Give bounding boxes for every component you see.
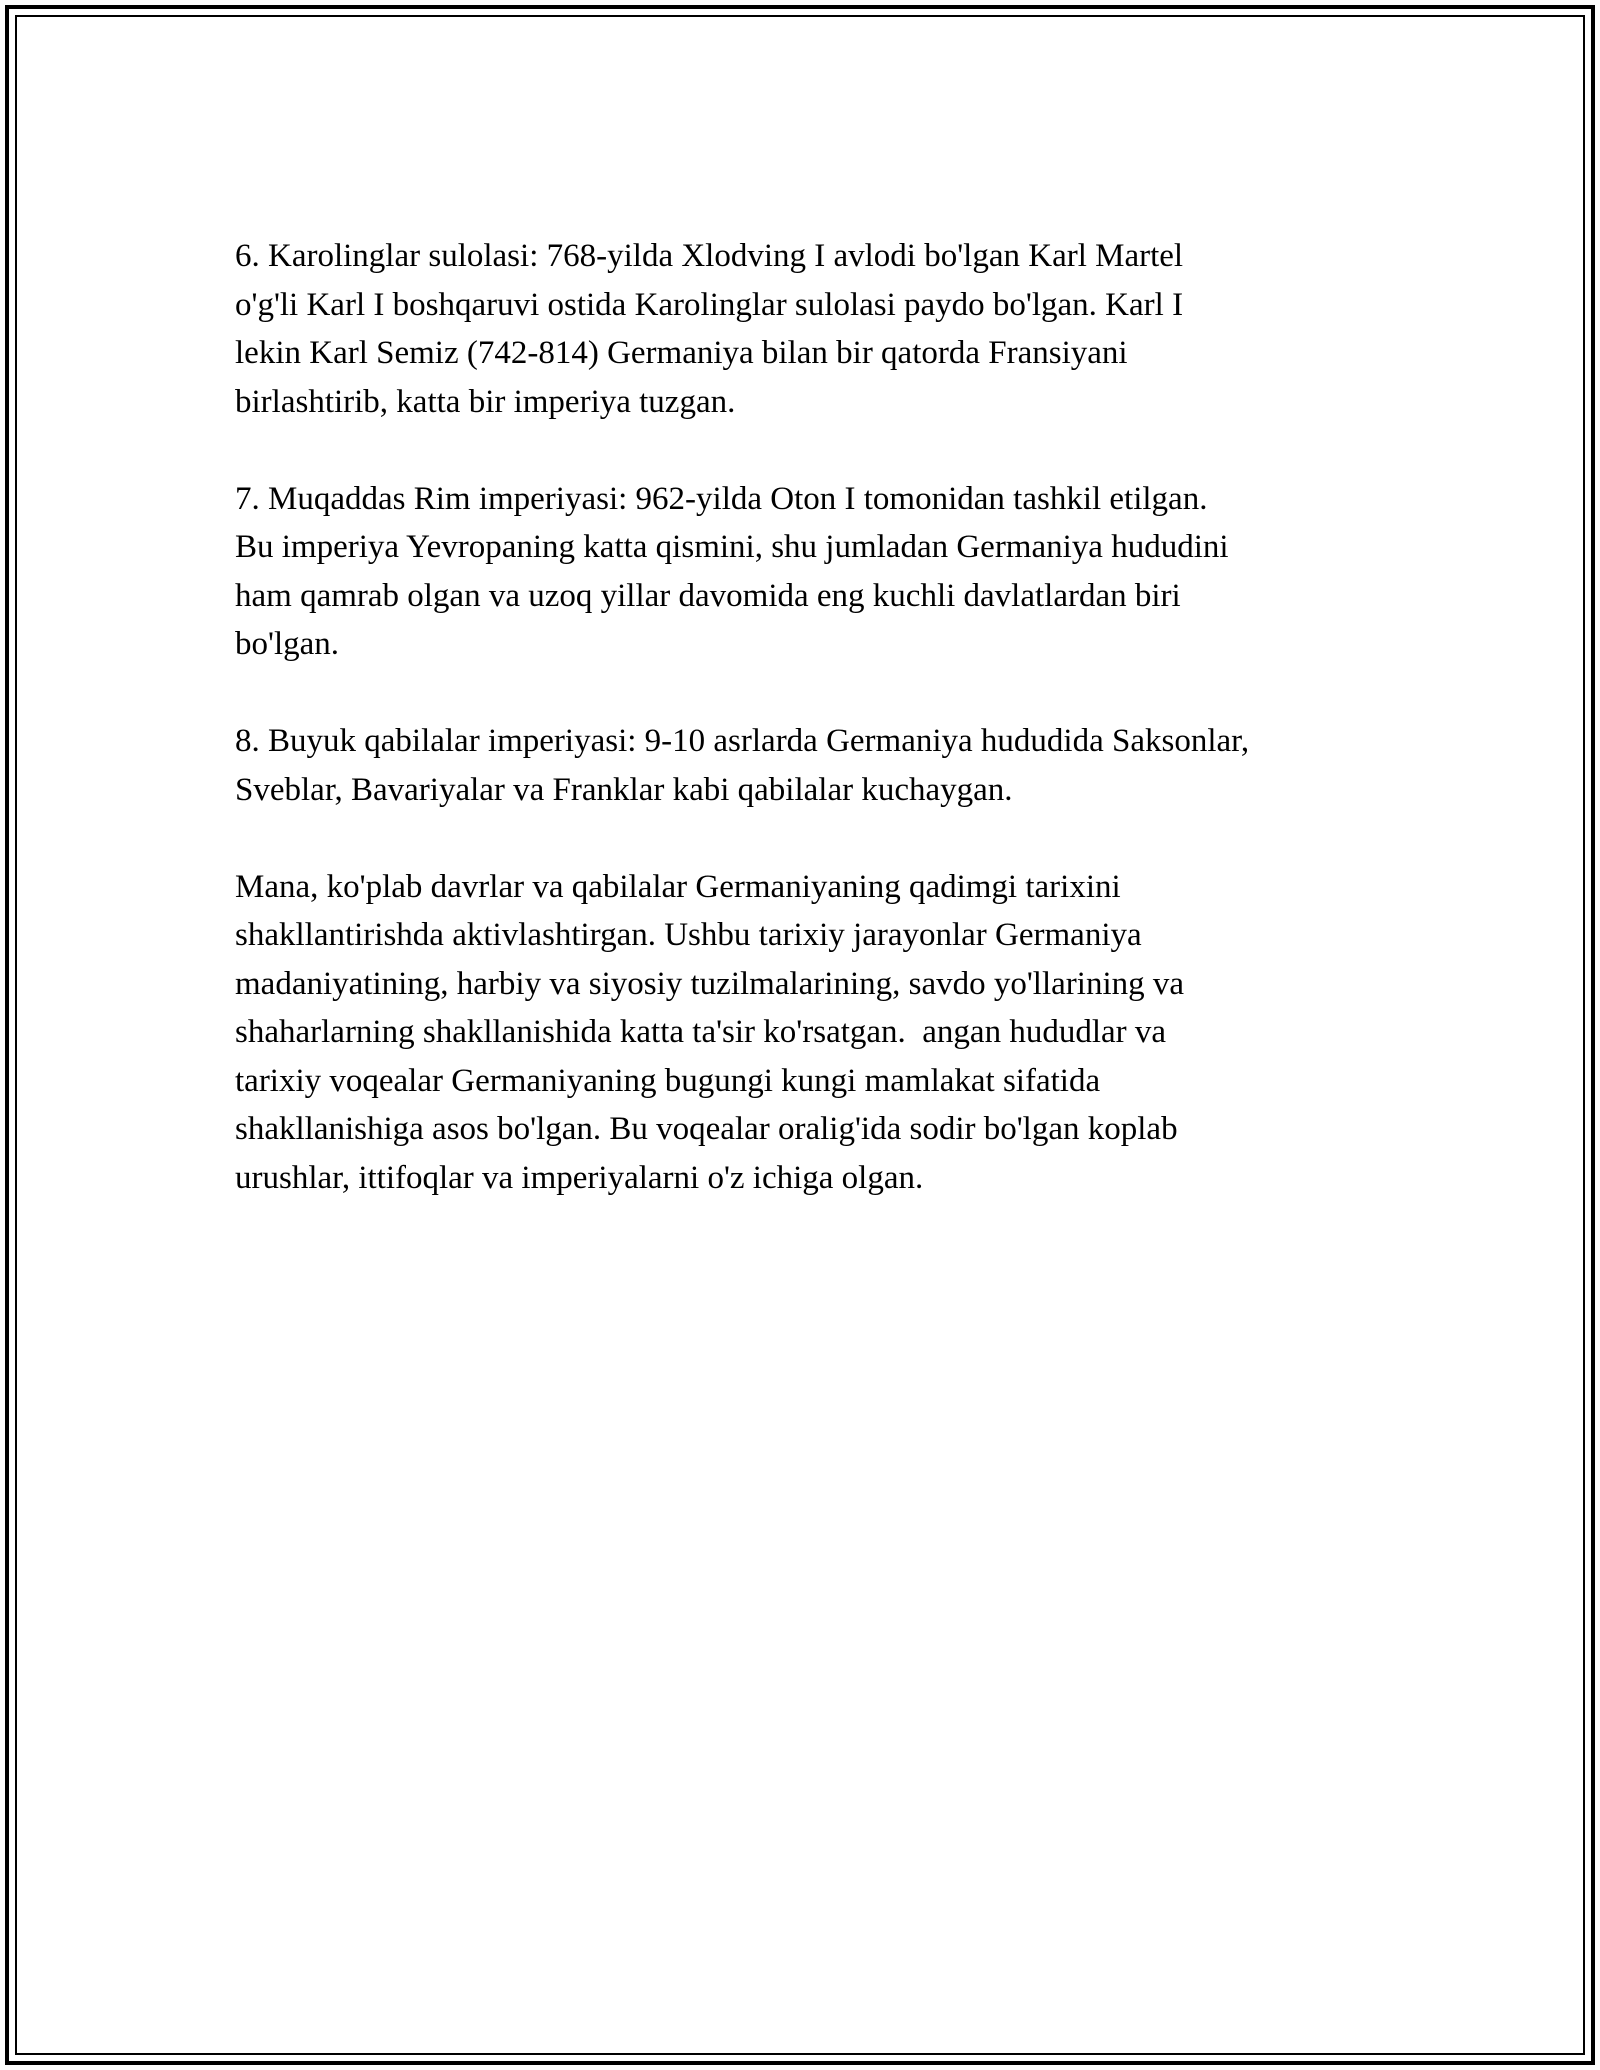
text-line: shaharlarning shakllanishida katta ta'sir ko'rsatgan. angan hududlar va <box>235 1014 1167 1050</box>
text-line: lekin Karl Semiz (742-814) Germaniya bilan bir qatorda Fransiyani <box>235 335 1128 371</box>
text-line: Bu imperiya Yevropaning katta qismini, shu jumladan Germaniya hududini <box>235 529 1229 565</box>
text-line: tarixiy voqealar Germaniyaning bugungi kungi mamlakat sifatida <box>235 1062 1101 1099</box>
text-line: 6. Karolinglar sulolasi: 768-yilda Xlodving I avlodi bo'lgan Karl Martel <box>235 238 1184 274</box>
text-line: shakllantirishda aktivlashtirgan. Ushbu tarixiy jarayonlar Germaniya <box>235 917 1142 953</box>
text-line: Sveblar, Bavariyalar va Franklar kabi qabilalar kuchaygan. <box>235 771 1013 808</box>
document-body <box>235 232 1385 1251</box>
paragraph-conclusion <box>235 863 1385 1203</box>
paragraph-muqaddas-rim <box>235 475 1385 669</box>
text-line: 8. Buyuk qabilalar imperiyasi: 9-10 asrlarda Germaniya hududida Saksonlar, <box>235 723 1250 759</box>
text-line: bo'lgan. <box>235 626 340 662</box>
paragraph-buyuk-qabilalar <box>235 717 1385 814</box>
text-line: o'g'li Karl I boshqaruvi ostida Karolinglar sulolasi paydo bo'lgan. Karl I <box>235 286 1184 323</box>
text-line: shakllanishiga asos bo'lgan. Bu voqealar oralig'ida sodir bo'lgan koplab <box>235 1111 1178 1147</box>
text-line: madaniyatining, harbiy va siyosiy tuzilmalarining, savdo yo'llarining va <box>235 965 1185 1002</box>
text-line: Mana, ko'plab davrlar va qabilalar Germaniyaning qadimgi tarixini <box>235 868 1121 905</box>
paragraph-karolinglar <box>235 232 1385 426</box>
text-line: urushlar, ittifoqlar va imperiyalarni o'z ichiga olgan. <box>235 1159 924 1196</box>
text-line: 7. Muqaddas Rim imperiyasi: 962-yilda Oton I tomonidan tashkil etilgan. <box>235 480 1208 517</box>
text-line: birlashtirib, katta bir imperiya tuzgan. <box>235 383 736 420</box>
text-line: ham qamrab olgan va uzoq yillar davomida eng kuchli davlatlardan biri <box>235 577 1181 614</box>
